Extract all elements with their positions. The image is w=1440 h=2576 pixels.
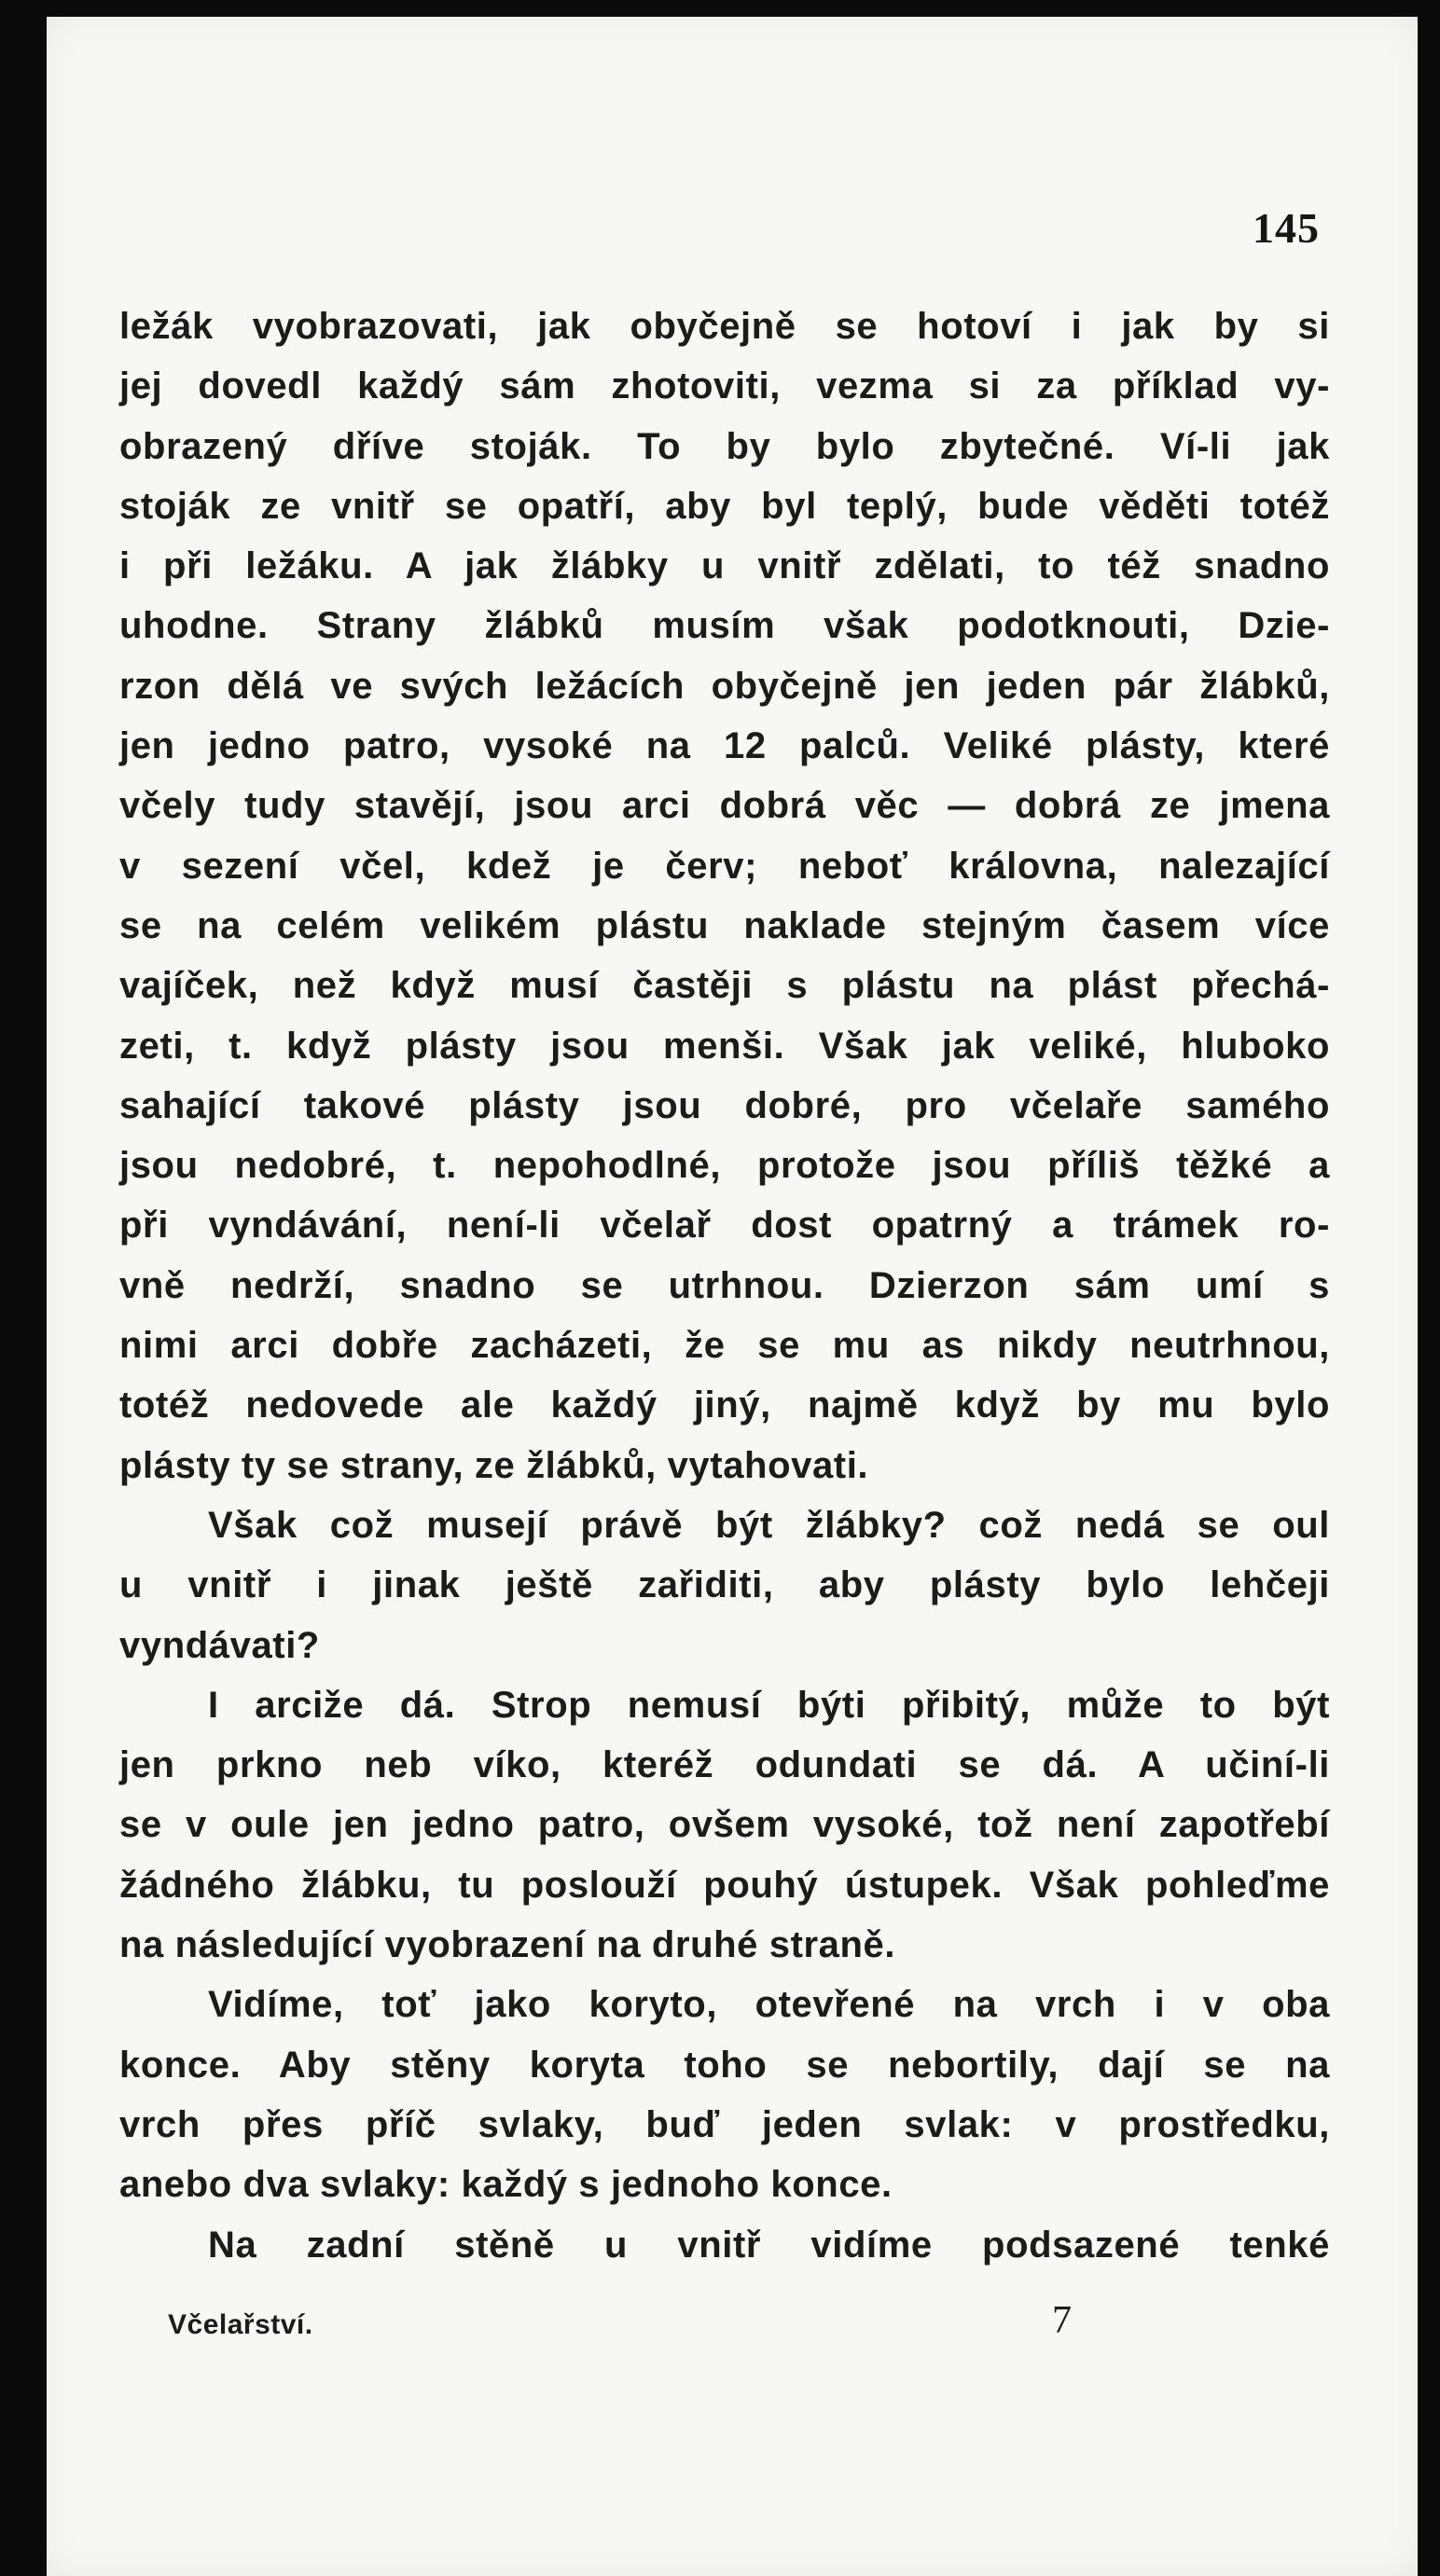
text-line: zeti, t. když plásty jsou menši. Však jak veliké, hluboko xyxy=(119,1025,1330,1067)
text-line: žádného žlábku, tu poslouží pouhý ústupek. Však pohleďme xyxy=(119,1864,1330,1906)
text-line: Na zadní stěně u vnitř vidíme podsazené tenké xyxy=(208,2224,1330,2266)
page-number: 145 xyxy=(1253,204,1320,252)
book-page xyxy=(47,17,1418,2576)
sheet-mark: 7 xyxy=(1052,2299,1072,2342)
paragraph xyxy=(119,1675,1330,1975)
body-text xyxy=(119,296,1330,2275)
text-line: u vnitř i jinak ještě zařiditi, aby plásty bylo lehčeji xyxy=(119,1564,1330,1606)
paragraph xyxy=(119,296,1330,1495)
text-line: obrazený dříve stoják. To by bylo zbytečné. Ví-li jak xyxy=(119,425,1330,467)
text-line: se na celém velikém plástu naklade stejným časem více xyxy=(119,904,1330,946)
text-line: jen prkno neb víko, kteréž odundati se dá. A učiní-li xyxy=(119,1744,1330,1786)
text-line: na následující vyobrazení na druhé straně. xyxy=(119,1924,896,1966)
text-line: se v oule jen jedno patro, ovšem vysoké, tož není zapotřebí xyxy=(119,1804,1330,1846)
text-line: ležák vyobrazovati, jak obyčejně se hotoví i jak by si xyxy=(119,306,1330,347)
text-line: plásty ty se strany, ze žlábků, vytahovati. xyxy=(119,1444,869,1486)
text-line: jsou nedobré, t. nepohodlné, protože jsou příliš těžké a xyxy=(119,1145,1330,1187)
text-line: uhodne. Strany žlábků musím však podotknouti, Dzie- xyxy=(119,605,1330,647)
text-line: v sezení včel, kdež je červ; neboť královna, nalezající xyxy=(119,845,1330,887)
text-line: vajíček, než když musí častěji s plástu na plást přechá- xyxy=(119,965,1330,1007)
text-line: jen jedno patro, vysoké na 12 palců. Veliké plásty, které xyxy=(119,725,1330,767)
text-line: vrch přes příč svlaky, buď jeden svlak: v prostředku, xyxy=(119,2103,1330,2145)
text-line: při vyndávání, není-li včelař dost opatrný a trámek ro- xyxy=(119,1205,1330,1247)
text-line: Vidíme, toť jako koryto, otevřené na vrch i v oba xyxy=(208,1984,1330,2026)
text-line: anebo dva svlaky: každý s jednoho konce. xyxy=(119,2164,893,2206)
page-footer xyxy=(168,2298,1194,2354)
printer-signature: Včelařství. xyxy=(168,2309,313,2340)
text-line: i při ležáku. A jak žlábky u vnitř zdělati, to též snadno xyxy=(119,545,1330,587)
paragraph xyxy=(119,2215,1330,2275)
text-line: totéž nedovede ale každý jiný, najmě když by mu bylo xyxy=(119,1384,1330,1426)
text-line: včely tudy stavějí, jsou arci dobrá věc — dobrá ze jmena xyxy=(119,785,1330,827)
text-line: stoják ze vnitř se opatří, aby byl teplý, bude věděti totéž xyxy=(119,485,1330,527)
text-line: vyndávati? xyxy=(119,1624,320,1666)
text-line: sahající takové plásty jsou dobré, pro včelaře samého xyxy=(119,1084,1330,1126)
text-line: vně nedrží, snadno se utrhnou. Dzierzon sám umí s xyxy=(119,1264,1330,1306)
paragraph xyxy=(119,1975,1330,2214)
text-line: jej dovedl každý sám zhotoviti, vezma si za příklad vy- xyxy=(119,365,1330,407)
text-line: I arciže dá. Strop nemusí býti přibitý, může to být xyxy=(208,1684,1330,1726)
text-line: konce. Aby stěny koryta toho se nebortily, dají se na xyxy=(119,2044,1330,2086)
text-line: Však což musejí právě být žlábky? což nedá se oul xyxy=(208,1504,1330,1546)
text-line: rzon dělá ve svých ležácích obyčejně jen jeden pár žlábků, xyxy=(119,665,1330,707)
text-line: nimi arci dobře zacházeti, že se mu as nikdy neutrhnou, xyxy=(119,1325,1330,1367)
paragraph xyxy=(119,1495,1330,1675)
